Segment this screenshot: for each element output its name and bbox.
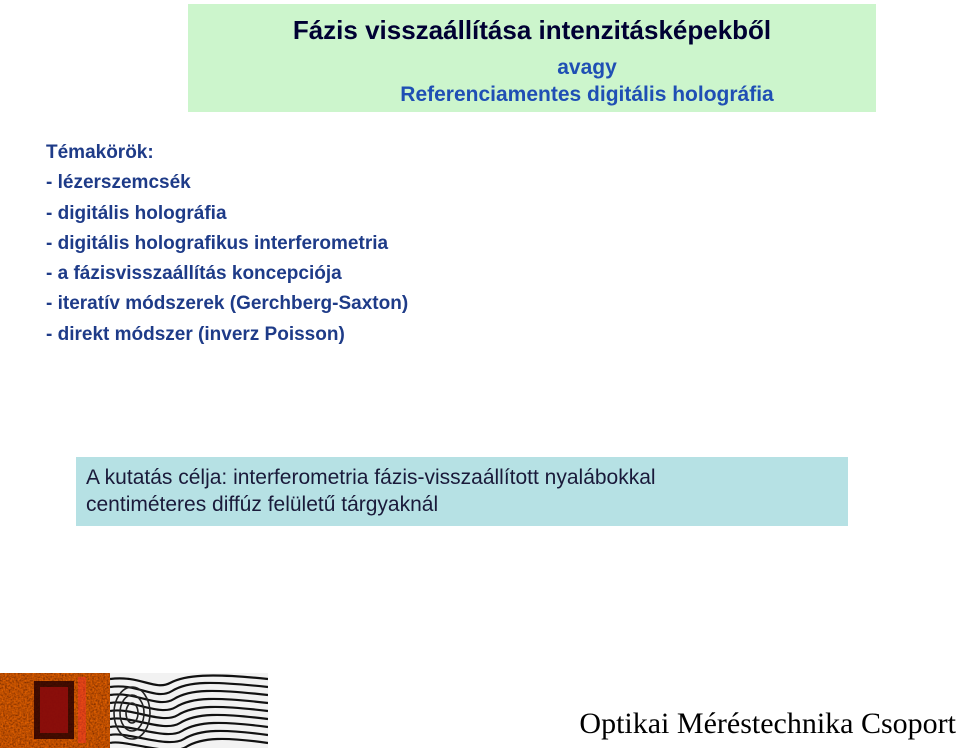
title-banner (188, 4, 876, 112)
research-goal-box (76, 457, 848, 526)
speckle-pattern-image (0, 673, 110, 748)
slide-subtitle: Referenciamentes digitális holográfia (400, 83, 774, 106)
topic-item: - digitális holográfia (46, 202, 227, 224)
interference-fringe-image (110, 673, 268, 748)
slide-title: Fázis visszaállítása intenzitásképekből (292, 15, 772, 45)
topic-item: - lézerszemcsék (46, 172, 191, 194)
topic-list-heading: Témakörök: (46, 142, 154, 163)
research-group-name: Optikai Méréstechnika Csoport (579, 707, 956, 740)
title-connector: avagy (557, 56, 617, 79)
topic-item: - direkt módszer (inverz Poisson) (46, 323, 345, 345)
topic-list (46, 138, 408, 350)
research-goal-line: A kutatás célja: interferometria fázis-visszaállított nyalábokkal (86, 466, 656, 489)
topic-item: - a fázisvisszaállítás koncepciója (46, 263, 342, 285)
research-goal-line: centiméteres diffúz felületű tárgyaknál (86, 493, 439, 516)
topic-item: - iteratív módszerek (Gerchberg-Saxton) (46, 293, 409, 315)
topic-item: - digitális holografikus interferometria (46, 232, 389, 254)
